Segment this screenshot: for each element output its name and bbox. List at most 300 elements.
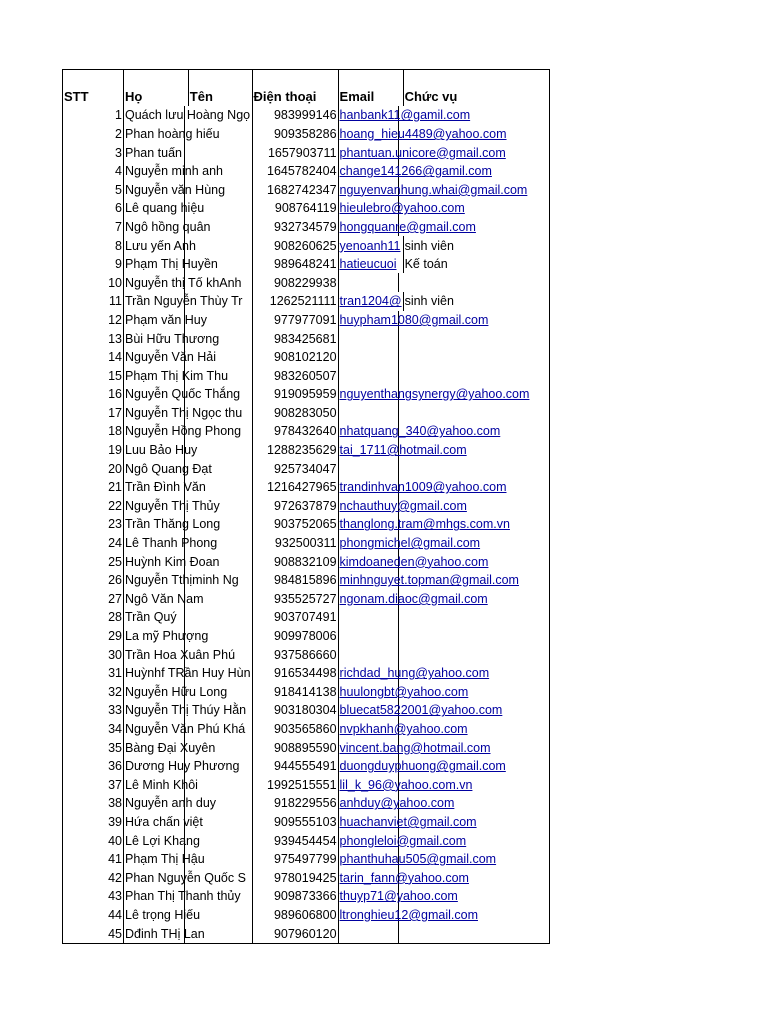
email-cell — [338, 664, 549, 683]
name-cell — [124, 273, 253, 292]
email-link[interactable]: tai_1711@hotmail.com — [339, 443, 467, 458]
email-cell — [338, 143, 549, 162]
name-cell — [124, 180, 253, 199]
column-divider — [398, 273, 399, 292]
email-cell — [338, 478, 549, 497]
role-cell: sinh viên — [403, 292, 549, 311]
table-row — [63, 608, 550, 627]
stt-cell: 19 — [63, 441, 124, 460]
email-link[interactable]: tran1204@ — [339, 294, 402, 309]
column-divider — [398, 329, 399, 348]
name-cell — [124, 534, 253, 553]
email-cell — [338, 868, 549, 887]
name-text: Nguyễn Thị Thủy — [125, 498, 220, 513]
column-divider — [398, 459, 399, 478]
phone-cell: 908102120 — [252, 348, 338, 367]
stt-cell: 31 — [63, 664, 124, 683]
name-text: Phạm văn Huy — [125, 312, 207, 327]
table-row — [63, 218, 550, 237]
email-link[interactable]: vincent.bang@hotmail.com — [339, 740, 491, 755]
email-link[interactable]: phongleloi@gmail.com — [339, 833, 467, 848]
stt-cell: 7 — [63, 218, 124, 237]
stt-cell: 15 — [63, 366, 124, 385]
phone-cell: 909873366 — [252, 887, 338, 906]
table-row — [63, 385, 550, 404]
email-cell — [338, 422, 549, 441]
name-cell — [124, 162, 253, 181]
email-link[interactable]: nguyenthangsynergy@yahoo.com — [339, 387, 530, 402]
name-text: Huỳnh Kim Đoan — [125, 554, 220, 569]
phone-cell: 909978006 — [252, 627, 338, 646]
stt-cell: 39 — [63, 813, 124, 832]
name-cell — [124, 348, 253, 367]
email-link[interactable]: huypham1080@gmail.com — [339, 312, 489, 327]
stt-cell: 27 — [63, 589, 124, 608]
phone-cell: 975497799 — [252, 850, 338, 869]
stt-cell: 30 — [63, 645, 124, 664]
email-link[interactable]: thuyp71@yahoo.com — [339, 889, 458, 904]
email-cell — [338, 366, 549, 385]
phone-cell: 937586660 — [252, 645, 338, 664]
email-cell — [338, 273, 549, 292]
name-text: Phạm Thị Huyền — [125, 257, 218, 272]
name-text: Luu Bảo Huy — [125, 443, 198, 458]
table-row — [63, 924, 550, 943]
name-text: Dương Huy Phương — [125, 759, 240, 774]
header-stt: STT — [63, 70, 124, 107]
email-link[interactable]: richdad_hung@yahoo.com — [339, 666, 490, 681]
column-divider — [398, 404, 399, 423]
name-text: Trần Đình Văn — [125, 480, 206, 495]
phone-cell: 909358286 — [252, 125, 338, 144]
email-cell — [338, 589, 549, 608]
email-link[interactable]: huulongbt@yahoo.com — [339, 684, 469, 699]
stt-cell: 10 — [63, 273, 124, 292]
phone-cell: 1262521111 — [252, 292, 338, 311]
email-cell — [338, 701, 549, 720]
email-link[interactable]: hieulebro@yahoo.com — [339, 201, 465, 216]
name-cell — [124, 924, 253, 943]
stt-cell: 4 — [63, 162, 124, 181]
table-row — [63, 887, 550, 906]
email-cell — [338, 794, 549, 813]
name-text: Lê Lợi Khang — [125, 833, 200, 848]
email-cell — [338, 218, 549, 237]
name-cell — [124, 329, 253, 348]
name-cell — [124, 441, 253, 460]
email-cell — [338, 645, 549, 664]
phone-cell: 903565860 — [252, 720, 338, 739]
name-cell — [124, 422, 253, 441]
phone-cell: 989606800 — [252, 906, 338, 925]
column-divider — [398, 366, 399, 385]
email-link[interactable]: bluecat5822001@yahoo.com — [339, 703, 503, 718]
name-text: Dđinh THị Lan — [125, 926, 205, 941]
name-text: Trần Nguyễn Thùy Tr — [125, 294, 243, 309]
email-link[interactable]: thanglong.tram@mhgs.com.vn — [339, 517, 510, 532]
phone-cell: 972637879 — [252, 496, 338, 515]
phone-cell: 1657903711 — [252, 143, 338, 162]
phone-cell: 908764119 — [252, 199, 338, 218]
name-cell — [124, 199, 253, 218]
table-row — [63, 441, 550, 460]
phone-cell: 908283050 — [252, 404, 338, 423]
stt-cell: 3 — [63, 143, 124, 162]
name-text: Bùi Hữu Thương — [125, 331, 220, 346]
email-cell — [338, 385, 549, 404]
name-cell — [124, 608, 253, 627]
phone-cell: 983260507 — [252, 366, 338, 385]
email-link[interactable]: nchauthuy@gmail.com — [339, 498, 467, 513]
name-cell — [124, 720, 253, 739]
email-cell — [338, 292, 403, 311]
name-text: Bàng Đại Xuyên — [125, 740, 216, 755]
stt-cell: 37 — [63, 775, 124, 794]
table-row — [63, 496, 550, 515]
table-row — [63, 478, 550, 497]
stt-cell: 33 — [63, 701, 124, 720]
name-cell — [124, 496, 253, 515]
name-cell — [124, 366, 253, 385]
email-link[interactable]: hanbank11@gamil.com — [339, 108, 471, 123]
name-cell — [124, 106, 253, 125]
name-text: Trần Quý — [125, 610, 177, 625]
name-cell — [124, 459, 253, 478]
table-row — [63, 589, 550, 608]
email-cell — [338, 255, 403, 274]
role-cell: Kế toán — [403, 255, 549, 274]
email-cell — [338, 180, 549, 199]
name-cell — [124, 552, 253, 571]
table-row — [63, 348, 550, 367]
header-phone: Điện thoại — [252, 70, 338, 107]
phone-cell: 908260625 — [252, 236, 338, 255]
name-cell — [124, 664, 253, 683]
stt-cell: 18 — [63, 422, 124, 441]
stt-cell: 41 — [63, 850, 124, 869]
email-cell — [338, 608, 549, 627]
table-row — [63, 459, 550, 478]
phone-cell: 978432640 — [252, 422, 338, 441]
name-text: Lê Thanh Phong — [125, 536, 218, 551]
name-text: Trần Thăng Long — [125, 517, 221, 532]
phone-cell: 932500311 — [252, 534, 338, 553]
name-text: Nguyễn Văn Phú Khá — [125, 721, 246, 736]
stt-cell: 40 — [63, 831, 124, 850]
email-cell — [338, 813, 549, 832]
name-cell — [124, 850, 253, 869]
name-text: Phan Thị Thanh thủy — [125, 889, 241, 904]
phone-cell: 908895590 — [252, 738, 338, 757]
stt-cell: 23 — [63, 515, 124, 534]
phone-cell: 1645782404 — [252, 162, 338, 181]
stt-cell: 25 — [63, 552, 124, 571]
stt-cell: 35 — [63, 738, 124, 757]
stt-cell: 17 — [63, 404, 124, 423]
name-text: Lê quang hiệu — [125, 201, 205, 216]
stt-cell: 11 — [63, 292, 124, 311]
name-text: Hứa chấn việt — [125, 814, 203, 829]
phone-cell: 978019425 — [252, 868, 338, 887]
phone-cell: 918229556 — [252, 794, 338, 813]
stt-cell: 12 — [63, 311, 124, 330]
email-link[interactable]: huachanviet@gmail.com — [339, 814, 477, 829]
stt-cell: 5 — [63, 180, 124, 199]
stt-cell: 29 — [63, 627, 124, 646]
name-text: Nguyễn Hồng Phong — [125, 424, 242, 439]
name-cell — [124, 906, 253, 925]
name-cell — [124, 255, 253, 274]
name-cell — [124, 757, 253, 776]
email-cell — [338, 162, 549, 181]
email-link[interactable]: nhatquang_340@yahoo.com — [339, 424, 501, 439]
stt-cell: 1 — [63, 106, 124, 125]
phone-cell: 903707491 — [252, 608, 338, 627]
table-row — [63, 682, 550, 701]
stt-cell: 8 — [63, 236, 124, 255]
phone-cell: 989648241 — [252, 255, 338, 274]
stt-cell: 38 — [63, 794, 124, 813]
email-cell — [338, 775, 549, 794]
phone-cell: 939454454 — [252, 831, 338, 850]
name-text: Phan Nguyễn Quốc S — [125, 870, 246, 885]
stt-cell: 6 — [63, 199, 124, 218]
stt-cell: 28 — [63, 608, 124, 627]
email-link[interactable]: ngonam.diaoc@gmail.com — [339, 591, 488, 606]
table-row — [63, 775, 550, 794]
table-row — [63, 404, 550, 423]
email-link[interactable]: phongmichel@gmail.com — [339, 536, 481, 551]
name-cell — [124, 627, 253, 646]
stt-cell: 44 — [63, 906, 124, 925]
email-link[interactable]: hoang_hieu4489@yahoo.com — [339, 126, 507, 141]
table-row — [63, 273, 550, 292]
name-cell — [124, 682, 253, 701]
phone-cell: 908229938 — [252, 273, 338, 292]
column-divider — [398, 348, 399, 367]
phone-cell: 903180304 — [252, 701, 338, 720]
phone-cell: 909555103 — [252, 813, 338, 832]
stt-cell: 14 — [63, 348, 124, 367]
email-link[interactable]: phantuan.unicore@gmail.com — [339, 145, 506, 160]
name-cell — [124, 887, 253, 906]
email-link[interactable]: anhduy@yahoo.com — [339, 796, 455, 811]
email-link[interactable]: phanthuhau505@gmail.com — [339, 852, 497, 867]
name-cell — [124, 143, 253, 162]
column-divider — [398, 645, 399, 664]
name-cell — [124, 218, 253, 237]
contact-table — [62, 69, 550, 944]
email-cell — [338, 348, 549, 367]
phone-cell: 932734579 — [252, 218, 338, 237]
table-row — [63, 422, 550, 441]
email-link[interactable]: change141266@gamil.com — [339, 164, 492, 179]
table-row — [63, 850, 550, 869]
name-cell — [124, 813, 253, 832]
name-text: Nguyễn Tthịminh Ng — [125, 573, 239, 588]
stt-cell: 45 — [63, 924, 124, 943]
email-link[interactable]: minhnguyet.topman@gmail.com — [339, 573, 519, 588]
email-cell — [338, 199, 549, 218]
column-divider — [398, 627, 399, 646]
name-text: Huỳnhf TRần Huy Hùn — [125, 666, 251, 681]
name-text: Ngô hồng quân — [125, 219, 211, 234]
table-row — [63, 906, 550, 925]
name-text: Ngô Văn Nam — [125, 591, 204, 606]
email-cell — [338, 496, 549, 515]
table-row — [63, 701, 550, 720]
email-cell — [338, 906, 549, 925]
email-link[interactable]: hongquanre@gmail.com — [339, 219, 476, 234]
name-text: Quách lưu Hoàng Ngọ — [125, 108, 251, 123]
stt-cell: 20 — [63, 459, 124, 478]
name-text: Phạm Thị Hậu — [125, 852, 205, 867]
column-divider — [398, 608, 399, 627]
name-cell — [124, 571, 253, 590]
table-row — [63, 255, 550, 274]
name-cell — [124, 831, 253, 850]
column-divider — [184, 143, 185, 162]
table-row — [63, 515, 550, 534]
stt-cell: 42 — [63, 868, 124, 887]
email-cell — [338, 404, 549, 423]
name-cell — [124, 292, 253, 311]
phone-cell: 1682742347 — [252, 180, 338, 199]
stt-cell: 43 — [63, 887, 124, 906]
header-ho: Họ — [124, 70, 189, 107]
phone-cell: 908832109 — [252, 552, 338, 571]
email-link[interactable]: yenoanh11 — [339, 238, 401, 253]
table-row — [63, 180, 550, 199]
name-cell — [124, 589, 253, 608]
phone-cell: 925734047 — [252, 459, 338, 478]
email-link[interactable]: nvpkhanh@yahoo.com — [339, 721, 468, 736]
email-link[interactable]: kimdoaneden@yahoo.com — [339, 554, 489, 569]
name-cell — [124, 645, 253, 664]
table-row — [63, 329, 550, 348]
email-cell — [338, 924, 549, 943]
name-text: Trần Hoa Xuân Phú — [125, 647, 236, 662]
table-row — [63, 627, 550, 646]
email-link[interactable]: nguyenvanhung.whai@gmail.com — [339, 182, 528, 197]
email-cell — [338, 682, 549, 701]
table-row — [63, 794, 550, 813]
header-row — [63, 70, 550, 107]
email-cell — [338, 236, 403, 255]
header-ten: Tên — [188, 70, 252, 107]
phone-cell: 1288235629 — [252, 441, 338, 460]
stt-cell: 26 — [63, 571, 124, 590]
phone-cell: 983999146 — [252, 106, 338, 125]
table-row — [63, 813, 550, 832]
name-cell — [124, 794, 253, 813]
phone-cell: 983425681 — [252, 329, 338, 348]
email-link[interactable]: tarin_fann@yahoo.com — [339, 870, 469, 885]
stt-cell: 24 — [63, 534, 124, 553]
phone-cell: 1992515551 — [252, 775, 338, 794]
name-cell — [124, 701, 253, 720]
phone-cell: 944555491 — [252, 757, 338, 776]
email-link[interactable]: lil_k_96@yahoo.com.vn — [339, 777, 473, 792]
header-email: Email — [338, 70, 403, 107]
name-text: La mỹ Phượng — [125, 629, 209, 644]
table-row — [63, 720, 550, 739]
email-cell — [338, 552, 549, 571]
table-row — [63, 757, 550, 776]
name-cell — [124, 738, 253, 757]
table-row — [63, 292, 550, 311]
table-row — [63, 143, 550, 162]
name-text: Lê trọng Hiếu — [125, 907, 201, 922]
phone-cell: 1216427965 — [252, 478, 338, 497]
email-cell — [338, 459, 549, 478]
email-cell — [338, 757, 549, 776]
table-row — [63, 645, 550, 664]
stt-cell: 34 — [63, 720, 124, 739]
role-cell: sinh viên — [403, 236, 549, 255]
stt-cell: 36 — [63, 757, 124, 776]
name-text: Nguyễn minh anh — [125, 164, 223, 179]
table-row — [63, 199, 550, 218]
name-text: Nguyễn anh duy — [125, 796, 217, 811]
name-cell — [124, 236, 253, 255]
phone-cell: 935525727 — [252, 589, 338, 608]
phone-cell: 907960120 — [252, 924, 338, 943]
name-cell — [124, 311, 253, 330]
email-link[interactable]: ltronghieu12@gmail.com — [339, 907, 478, 922]
table-row — [63, 125, 550, 144]
email-cell — [338, 850, 549, 869]
email-link[interactable]: hatieucuoi — [339, 257, 397, 272]
table-row — [63, 534, 550, 553]
name-text: Nguyễn Hữu Long — [125, 684, 228, 699]
table-row — [63, 738, 550, 757]
column-divider — [184, 608, 185, 627]
email-cell — [338, 534, 549, 553]
name-cell — [124, 385, 253, 404]
name-text: Nguyễn Thị Thúy Hằn — [125, 703, 247, 718]
table-row — [63, 106, 550, 125]
email-cell — [338, 887, 549, 906]
table-row — [63, 571, 550, 590]
name-cell — [124, 125, 253, 144]
name-text: Nguyễn Thị Ngọc thu — [125, 405, 243, 420]
phone-cell: 903752065 — [252, 515, 338, 534]
name-text: Nguyễn văn Hùng — [125, 182, 226, 197]
email-link[interactable]: trandinhvan1009@yahoo.com — [339, 480, 507, 495]
phone-cell: 918414138 — [252, 682, 338, 701]
stt-cell: 22 — [63, 496, 124, 515]
email-cell — [338, 125, 549, 144]
name-cell — [124, 478, 253, 497]
name-text: Lê Minh Khôi — [125, 777, 198, 792]
email-cell — [338, 738, 549, 757]
phone-cell: 977977091 — [252, 311, 338, 330]
name-cell — [124, 868, 253, 887]
table-row — [63, 831, 550, 850]
email-cell — [338, 515, 549, 534]
phone-cell: 919095959 — [252, 385, 338, 404]
email-cell — [338, 571, 549, 590]
name-text: Phạm Thị Kim Thu — [125, 368, 229, 383]
email-link[interactable]: duongduyphuong@gmail.com — [339, 759, 506, 774]
name-text: Phan hoàng hiếu — [125, 126, 220, 141]
stt-cell: 13 — [63, 329, 124, 348]
table-row — [63, 162, 550, 181]
phone-cell: 984815896 — [252, 571, 338, 590]
phone-cell: 916534498 — [252, 664, 338, 683]
stt-cell: 21 — [63, 478, 124, 497]
